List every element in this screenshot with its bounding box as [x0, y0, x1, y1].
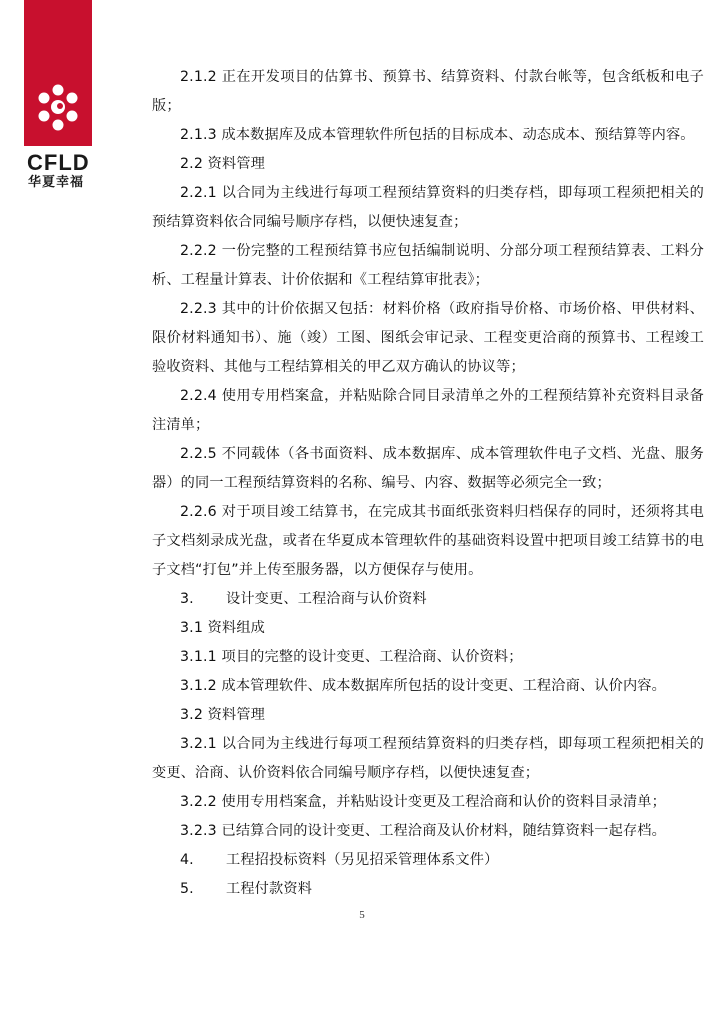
paragraph: 2.2.3 其中的计价依据又包括：材料价格（政府指导价格、市场价格、甲供材料、限价材料通知书）、施（竣）工图、图纸会审记录、工程变更洽商的预算书、工程竣工验收资料、其他与工程结算相关的甲乙双方确认的协议等； [152, 301, 704, 375]
chapter-heading [152, 585, 704, 614]
chapter-heading [152, 875, 704, 904]
document-body [152, 63, 704, 904]
paragraph: 3.2.3 已结算合同的设计变更、工程洽商及认价材料，随结算资料一起存档。 [180, 823, 666, 839]
brand-latin-name: CFLD [27, 150, 90, 175]
section-heading: 3.1 资料组成 [180, 620, 266, 636]
paragraph: 2.2.2 一份完整的工程预结算书应包括编制说明、分部分项工程预结算表、工料分析、工程量计算表、计价依据和《工程结算审批表》； [152, 243, 704, 288]
paragraph: 2.2.5 不同载体（各书面资料、成本数据库、成本管理软件电子文档、光盘、服务器）的同一工程预结算资料的名称、编号、内容、数据等必须完全一致； [152, 446, 704, 491]
chapter-title: 设计变更、工程洽商与认价资料 [226, 591, 427, 607]
chapter-heading [152, 846, 704, 875]
paragraph: 2.2.4 使用专用档案盒，并粘贴除合同目录清单之外的工程预结算补充资料目录备注清单； [152, 388, 704, 433]
paragraph: 2.2.1 以合同为主线进行每项工程预结算资料的归类存档，即每项工程须把相关的预结算资料依合同编号顺序存档，以便快速复查； [152, 185, 704, 230]
chapter-title: 工程招投标资料（另见招采管理体系文件） [226, 852, 499, 868]
paragraph: 3.1.2 成本管理软件、成本数据库所包括的设计变更、工程洽商、认价内容。 [180, 678, 666, 694]
cfld-logo-icon [32, 82, 84, 134]
chapter-number: 5. [180, 881, 194, 897]
chapter-title: 工程付款资料 [226, 881, 313, 897]
paragraph: 3.2.1 以合同为主线进行每项工程预结算资料的归类存档，即每项工程须把相关的变更、洽商、认价资料依合同编号顺序存档，以便快速复查； [152, 736, 704, 781]
paragraph: 2.1.2 正在开发项目的估算书、预算书、结算资料、付款台帐等，包含纸板和电子版； [152, 69, 704, 114]
paragraph: 2.2.6 对于项目竣工结算书，在完成其书面纸张资料归档保存的同时，还须将其电子文档刻录成光盘，或者在华夏成本管理软件的基础资料设置中把项目竣工结算书的电子文档“打包”并上传至服务器，以方便保存与使用。 [152, 504, 704, 578]
paragraph: 3.2.2 使用专用档案盒，并粘贴设计变更及工程洽商和认价的资料目录清单； [180, 794, 666, 810]
chapter-number: 4. [180, 852, 194, 868]
brand-chinese-name: 华夏幸福 [28, 175, 85, 190]
section-heading: 2.2 资料管理 [180, 156, 266, 172]
page-number: 5 [359, 909, 365, 921]
paragraph: 2.1.3 成本数据库及成本管理软件所包括的目标成本、动态成本、预结算等内容。 [180, 127, 695, 143]
paragraph: 3.1.1 项目的完整的设计变更、工程洽商、认价资料； [180, 649, 523, 665]
section-heading: 3.2 资料管理 [180, 707, 266, 723]
chapter-number: 3. [180, 591, 194, 607]
